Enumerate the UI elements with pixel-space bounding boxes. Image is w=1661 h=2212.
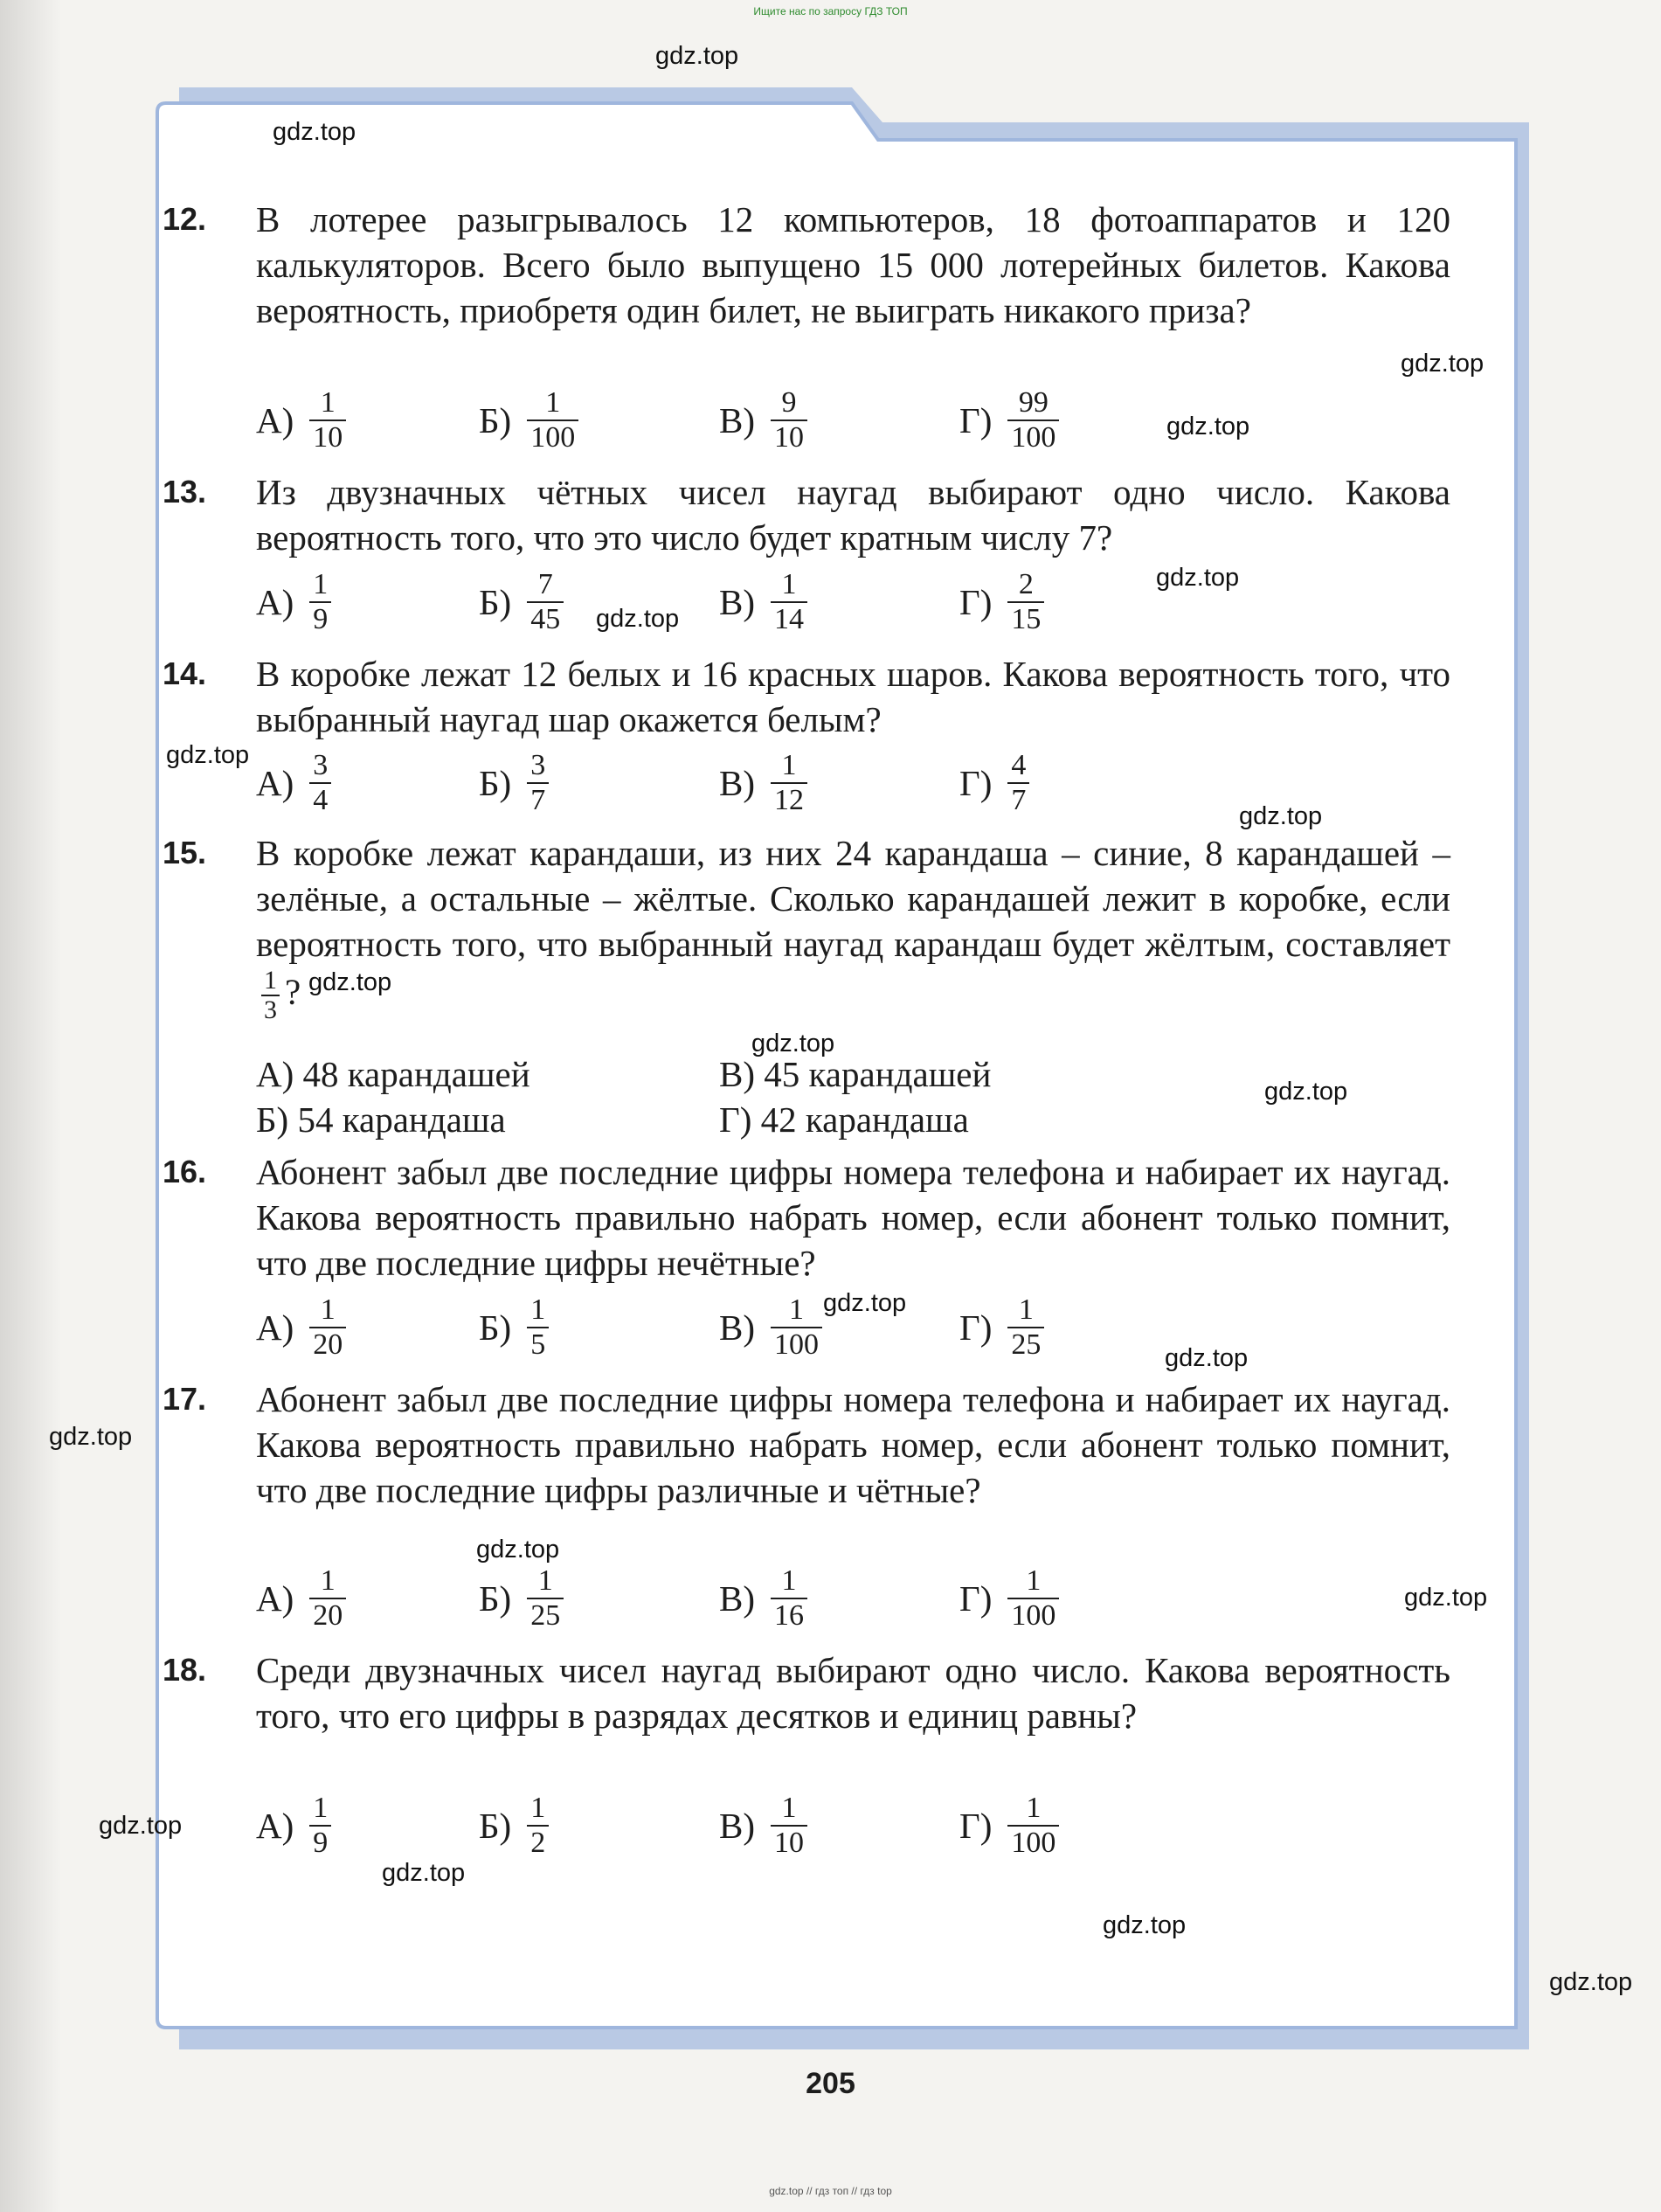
answer-a: А) $\frac{3}{4}$ xyxy=(256,749,331,817)
fraction: $\frac{7}{45}$ xyxy=(527,568,564,636)
watermark: gdz.top xyxy=(1264,1078,1348,1106)
fraction: $\frac{1}{9}$ xyxy=(309,568,331,636)
problem-number: 15. xyxy=(163,835,207,870)
fraction: $\frac{3}{7}$ xyxy=(527,749,549,817)
top-banner: Ищите нас по запросу ГДЗ ТОП xyxy=(753,5,908,17)
option-b: Б) 54 карандаша xyxy=(256,1099,506,1140)
problem-number: 18. xyxy=(163,1652,207,1688)
fraction: $\frac{9}{10}$ xyxy=(771,386,807,454)
option-a: А) 48 карандашей xyxy=(256,1054,530,1094)
fraction: $\frac{1}{100}$ xyxy=(527,386,578,454)
answers-12 xyxy=(256,386,1479,482)
watermark: gdz.top xyxy=(1156,564,1240,592)
inline-fraction: $\frac{1}{3}$ xyxy=(261,967,280,1024)
watermark: gdz.top xyxy=(476,1536,560,1564)
watermark: gdz.top xyxy=(308,968,392,996)
answer-g: Г) $\frac{1}{25}$ xyxy=(959,1293,1044,1362)
problem-18 xyxy=(163,1647,1450,1738)
fraction: $\frac{1}{100}$ xyxy=(771,1293,822,1362)
option-g: Г) 42 карандаша xyxy=(719,1099,969,1140)
watermark: gdz.top xyxy=(1166,413,1250,440)
watermark: gdz.top xyxy=(1549,1968,1633,1996)
watermark: gdz.top xyxy=(1103,1911,1187,1939)
watermark: gdz.top xyxy=(1401,350,1485,378)
answer-b: Б) $\frac{1}{5}$ xyxy=(479,1293,549,1362)
page-number: 205 xyxy=(806,2067,855,2100)
answer-b: Б) $\frac{3}{7}$ xyxy=(479,749,549,817)
answer-g: Г) $\frac{1}{100}$ xyxy=(959,1792,1059,1860)
answer-b: Б) $\frac{7}{45}$ xyxy=(479,568,564,636)
fraction: $\frac{1}{20}$ xyxy=(309,1293,346,1362)
fraction: $\frac{1}{25}$ xyxy=(1007,1293,1044,1362)
answer-v: В) $\frac{1}{10}$ xyxy=(719,1792,807,1860)
watermark: gdz.top xyxy=(382,1859,466,1887)
exercise-card xyxy=(163,105,1510,2019)
answer-a: А) $\frac{1}{9}$ xyxy=(256,1792,331,1860)
problem-text: Из двузначных чётных чисел наугад выбирают одно число. Какова вероятность того, что это число будет кратным числу 7? xyxy=(256,472,1450,558)
answer-a: А) $\frac{1}{20}$ xyxy=(256,1293,346,1362)
fraction: $\frac{1}{20}$ xyxy=(309,1564,346,1633)
watermark: gdz.top xyxy=(1239,802,1323,830)
fraction: $\frac{1}{2}$ xyxy=(527,1792,549,1860)
answer-g: Г) $\frac{4}{7}$ xyxy=(959,749,1029,817)
watermark: gdz.top xyxy=(823,1289,907,1317)
bottom-banner: gdz.top // гдз топ // гдз top xyxy=(769,2185,892,2197)
fraction: $\frac{1}{25}$ xyxy=(527,1564,564,1633)
problem-number: 14. xyxy=(163,655,207,691)
answers-17 xyxy=(256,1564,1479,1661)
fraction: $\frac{1}{9}$ xyxy=(309,1792,331,1860)
answer-b: Б) $\frac{1}{2}$ xyxy=(479,1792,549,1860)
watermark: gdz.top xyxy=(1165,1344,1249,1372)
problem-text: В лотерее разыгрывалось 12 компьютеров, 18 фотоаппаратов и 120 калькуляторов. Всего было выпущено 15 000 лотерейных билетов. Какова вероятность, приобретя один билет, не выиграть никакого приза? xyxy=(256,199,1450,330)
problem-text: Абонент забыл две последние цифры номера телефона и набирает их наугад. Какова вероятность правильно набрать номер, если абонент только помнит, что две последние цифры различные и чётные? xyxy=(256,1379,1450,1510)
problem-text: Абонент забыл две последние цифры номера телефона и набирает их наугад. Какова вероятность правильно набрать номер, если абонент только помнит, что две последние цифры нечётные? xyxy=(256,1152,1450,1283)
answer-v: В) $\frac{1}{14}$ xyxy=(719,568,807,636)
answer-a: А) $\frac{1}{10}$ xyxy=(256,386,346,454)
problem-number: 13. xyxy=(163,474,207,510)
problem-16 xyxy=(163,1149,1450,1286)
answer-g: Г) $\frac{99}{100}$ xyxy=(959,386,1059,454)
fraction: $\frac{4}{7}$ xyxy=(1007,749,1029,817)
answer-a: А) $\frac{1}{20}$ xyxy=(256,1564,346,1633)
problem-text: В коробке лежат 12 белых и 16 красных шаров. Какова вероятность того, что выбранный наугад шар окажется белым? xyxy=(256,654,1450,739)
watermark: gdz.top xyxy=(273,118,356,146)
option-v: В) 45 карандашей xyxy=(719,1054,992,1094)
watermark: gdz.top xyxy=(655,42,739,70)
fraction: $\frac{2}{15}$ xyxy=(1007,568,1044,636)
fraction: $\frac{1}{10}$ xyxy=(771,1792,807,1860)
fraction: $\frac{3}{4}$ xyxy=(309,749,331,817)
problem-number: 16. xyxy=(163,1154,207,1189)
fraction: $\frac{1}{100}$ xyxy=(1007,1792,1059,1860)
answer-b: Б) $\frac{1}{100}$ xyxy=(479,386,578,454)
fraction: $\frac{1}{10}$ xyxy=(309,386,346,454)
watermark: gdz.top xyxy=(166,741,250,769)
watermark: gdz.top xyxy=(751,1030,835,1057)
answer-g: Г) $\frac{2}{15}$ xyxy=(959,568,1044,636)
fraction: $\frac{1}{5}$ xyxy=(527,1293,549,1362)
problem-13 xyxy=(163,469,1450,560)
answer-v: В) $\frac{1}{12}$ xyxy=(719,749,807,817)
problem-14 xyxy=(163,651,1450,742)
fraction: $\frac{1}{16}$ xyxy=(771,1564,807,1633)
fraction: $\frac{99}{100}$ xyxy=(1007,386,1059,454)
problem-17 xyxy=(163,1376,1450,1513)
answer-a: А) $\frac{1}{9}$ xyxy=(256,568,331,636)
problem-text: Среди двузначных чисел наугад выбирают одно число. Какова вероятность того, что его цифры в разрядах десятков и единиц равны? xyxy=(256,1650,1450,1736)
answer-v: В) $\frac{9}{10}$ xyxy=(719,386,807,454)
answers-13 xyxy=(256,568,1479,664)
watermark: gdz.top xyxy=(99,1812,183,1840)
answer-v: В) $\frac{1}{16}$ xyxy=(719,1564,807,1633)
problem-text: В коробке лежат карандаши, из них 24 карандаша – синие, 8 карандашей – зелёные, а остальные – жёлтые. Сколько карандашей лежит в коробке, если вероятность того, что выбранный наугад карандаш будет жёлтым, составляет $\frac{1}{3}$ ? xyxy=(256,833,1450,1024)
problem-12 xyxy=(163,197,1450,333)
watermark: gdz.top xyxy=(49,1423,133,1451)
answer-b: Б) $\frac{1}{25}$ xyxy=(479,1564,564,1633)
problem-number: 17. xyxy=(163,1381,207,1417)
watermark: gdz.top xyxy=(1404,1584,1488,1612)
answer-g: Г) $\frac{1}{100}$ xyxy=(959,1564,1059,1633)
answer-v: В) $\frac{1}{100}$ xyxy=(719,1293,822,1362)
problem-number: 12. xyxy=(163,201,207,237)
fraction: $\frac{1}{12}$ xyxy=(771,749,807,817)
fraction: $\frac{1}{100}$ xyxy=(1007,1564,1059,1633)
watermark: gdz.top xyxy=(596,605,680,633)
fraction: $\frac{1}{14}$ xyxy=(771,568,807,636)
